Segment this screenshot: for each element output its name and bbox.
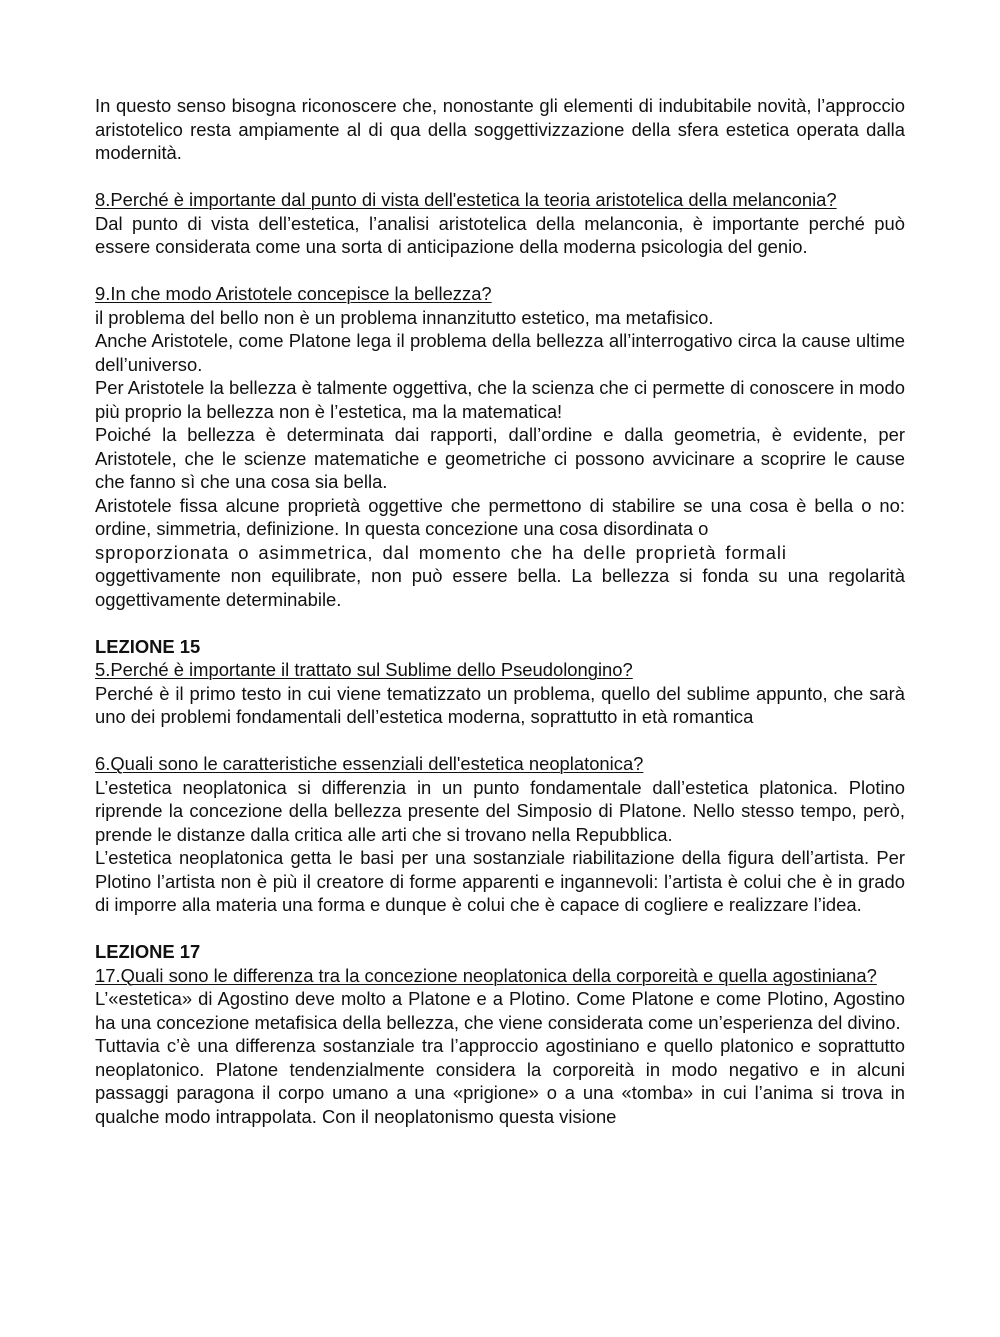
answer-9-paragraph-4: Poiché la bellezza è determinata dai rapporti, dall’ordine e dalla geometria, è evidente, per Aristotele, che le scienze matematiche e geometriche ci possono avvicinare a scoprire le cause che fanno sì che una cosa sia bella. <box>95 424 905 492</box>
answer-5-sublime: Perché è il primo testo in cui viene tematizzato un problema, quello del sublime appunto, che sarà uno dei problemi fondamentali dell’estetica moderna, soprattutto in età romantica <box>95 682 905 727</box>
paragraph-aristotle-modernity: In questo senso bisogna riconoscere che, nonostante gli elementi di indubitabile novità, l’approccio aristotelico resta ampiamente al di qua della soggettivizzazione della sfera estetica operata dalla modernità. <box>95 95 905 163</box>
answer-9-paragraph-5-part-1: Aristotele fissa alcune proprietà oggettive che permettono di stabilire se una cosa è bella o no: ordine, simmetria, definizione. In questa concezione una cosa disordinata o <box>95 494 905 539</box>
spacer <box>95 611 905 635</box>
document-page <box>95 94 905 1128</box>
question-17-corporeity: 17.Quali sono le differenza tra la concezione neoplatonica della corporeità e quella agostiniana? <box>95 964 877 986</box>
question-6-neoplatonic: 6.Quali sono le caratteristiche essenziali dell'estetica neoplatonica? <box>95 753 644 774</box>
spacer <box>95 165 905 189</box>
answer-17-paragraph-1: L’«estetica» di Agostino deve molto a Platone e a Plotino. Come Platone e come Plotino, Agostino ha una concezione metafisica della bellezza, che viene considerata come un’esperienza del divino. <box>95 988 905 1033</box>
answer-17-paragraph-2: Tuttavia c’è una differenza sostanziale tra l’approccio agostiniano e quello platonico e soprattutto neoplatonico. Platone tendenzialmente considera la corporeità in modo negativo e in alcuni passaggi paragona il corpo umano a una «prigione» o a una «tomba» in cui l’anima si trova in qualche modo intrappolata. Con il neoplatonismo questa visione <box>95 1035 905 1127</box>
answer-9-paragraph-3: Per Aristotele la bellezza è talmente oggettiva, che la scienza che ci permette di conoscere in modo più proprio la bellezza non è l’estetica, ma la matematica! <box>95 377 905 422</box>
answer-9-paragraph-5-part-2: sproporzionata o asimmetrica, dal momento che ha delle proprietà formali <box>95 541 787 563</box>
lesson-17-heading: LEZIONE 17 <box>95 941 201 962</box>
question-5-sublime: 5.Perché è importante il trattato sul Sublime dello Pseudolongino? <box>95 659 633 680</box>
answer-9-paragraph-2: Anche Aristotele, come Platone lega il problema della bellezza all’interrogativo circa la cause ultime dell’universo. <box>95 330 905 375</box>
answer-6-paragraph-2: L’estetica neoplatonica getta le basi per una sostanziale riabilitazione della figura dell’artista. Per Plotino l’artista non è più il creatore di forme apparenti e ingannevoli: l’artista è colui che è in grado di imporre alla materia una forma e dunque è colui che è capace di cogliere e realizzare l’idea. <box>95 847 905 915</box>
answer-6-paragraph-1: L’estetica neoplatonica si differenzia in un punto fondamentale dall’estetica platonica. Plotino riprende la concezione della bellezza presente del Simposio di Platone. Nello stesso tempo, però, prende le distanze dalla critica alle arti che si trovano nella Repubblica. <box>95 776 905 845</box>
spacer <box>95 917 905 941</box>
answer-9-paragraph-5-part-3: oggettivamente non equilibrate, non può essere bella. La bellezza si fonda su una regolarità oggettivamente determinabile. <box>95 565 905 610</box>
lesson-15-heading: LEZIONE 15 <box>95 635 201 657</box>
answer-9-paragraph-1: il problema del bello non è un problema innanzitutto estetico, ma metafisico. <box>95 306 714 328</box>
question-8-melancholy: 8.Perché è importante dal punto di vista dell'estetica la teoria aristotelica della melanconia? <box>95 189 837 210</box>
question-9-beauty: 9.In che modo Aristotele concepisce la bellezza? <box>95 283 492 304</box>
spacer <box>95 259 905 283</box>
answer-8-melancholy: Dal punto di vista dell’estetica, l’analisi aristotelica della melanconia, è importante perché può essere considerata come una sorta di anticipazione della moderna psicologia del genio. <box>95 212 905 257</box>
spacer <box>95 729 905 753</box>
answer-9-paragraph-5 <box>95 494 905 612</box>
